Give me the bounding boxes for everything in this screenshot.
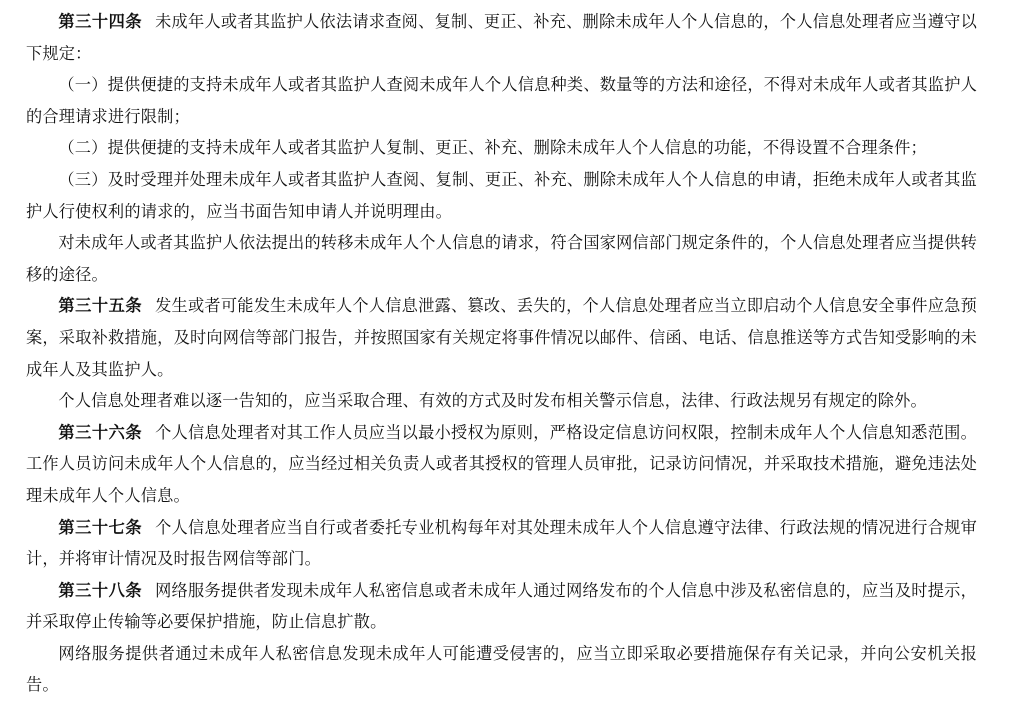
paragraph-article-38-para2 xyxy=(26,638,977,701)
paragraph-article-34-item-1 xyxy=(26,69,977,132)
paragraph-article-34-transfer xyxy=(26,227,977,290)
article-number-36: 第三十六条 xyxy=(58,422,143,442)
paragraph-text: （三）及时受理并处理未成年人或者其监护人查阅、复制、更正、补充、删除未成年人个人信息的申请，拒绝未成年人或者其监护人行使权利的请求的，应当书面告知申请人并说明理由。 xyxy=(26,169,977,221)
paragraph-text: 对未成年人或者其监护人依法提出的转移未成年人个人信息的请求，符合国家网信部门规定条件的，个人信息处理者应当提供转移的途径。 xyxy=(26,233,977,284)
paragraph-text: 个人信息处理者对其工作人员应当以最小授权为原则，严格设定信息访问权限，控制未成年人个人信息知悉范围。工作人员访问未成年人个人信息的，应当经过相关负责人或者其授权的管理人员审批，记录访问情况，并采取技术措施，避免违法处理未成年人个人信息。 xyxy=(26,422,978,505)
paragraph-article-37 xyxy=(26,512,977,575)
paragraph-text: 网络服务提供者通过未成年人私密信息发现未成年人可能遭受侵害的，应当立即采取必要措施保存有关记录，并向公安机关报告。 xyxy=(26,643,977,695)
paragraph-article-34-item-2 xyxy=(26,132,977,164)
paragraph-article-36 xyxy=(26,417,977,512)
paragraph-text: 个人信息处理者难以逐一告知的，应当采取合理、有效的方式及时发布相关警示信息，法律、行政法规另有规定的除外。 xyxy=(58,391,927,411)
paragraph-text: （二）提供便捷的支持未成年人或者其监护人复制、更正、补充、删除未成年人个人信息的功能，不得设置不合理条件； xyxy=(58,138,927,158)
paragraph-text: 个人信息处理者应当自行或者委托专业机构每年对其处理未成年人个人信息遵守法律、行政法规的情况进行合规审计，并将审计情况及时报告网信等部门。 xyxy=(26,517,978,569)
article-number-38: 第三十八条 xyxy=(58,580,143,600)
paragraph-text: 网络服务提供者发现未成年人私密信息或者未成年人通过网络发布的个人信息中涉及私密信息的，应当及时提示，并采取停止传输等必要保护措施，防止信息扩散。 xyxy=(26,580,978,632)
paragraph-article-34 xyxy=(26,6,977,69)
paragraph-article-34-item-3 xyxy=(26,164,977,227)
paragraph-article-35 xyxy=(26,290,977,385)
paragraph-text: 未成年人或者其监护人依法请求查阅、复制、更正、补充、删除未成年人个人信息的，个人信息处理者应当遵守以下规定： xyxy=(26,12,978,63)
paragraph-article-35-para2 xyxy=(26,385,977,417)
paragraph-article-38 xyxy=(26,575,977,638)
article-number-37: 第三十七条 xyxy=(58,517,143,537)
article-number-34: 第三十四条 xyxy=(58,12,143,31)
article-number-35: 第三十五条 xyxy=(58,296,143,316)
paragraph-text: 发生或者可能发生未成年人个人信息泄露、篡改、丢失的，个人信息处理者应当立即启动个人信息安全事件应急预案，采取补救措施，及时向网信等部门报告，并按照国家有关规定将事件情况以邮件、信函、电话、信息推送等方式告知受影响的未成年人及其监护人。 xyxy=(26,296,978,379)
paragraph-text: （一）提供便捷的支持未成年人或者其监护人查阅未成年人个人信息种类、数量等的方法和途径，不得对未成年人或者其监护人的合理请求进行限制； xyxy=(26,75,977,126)
